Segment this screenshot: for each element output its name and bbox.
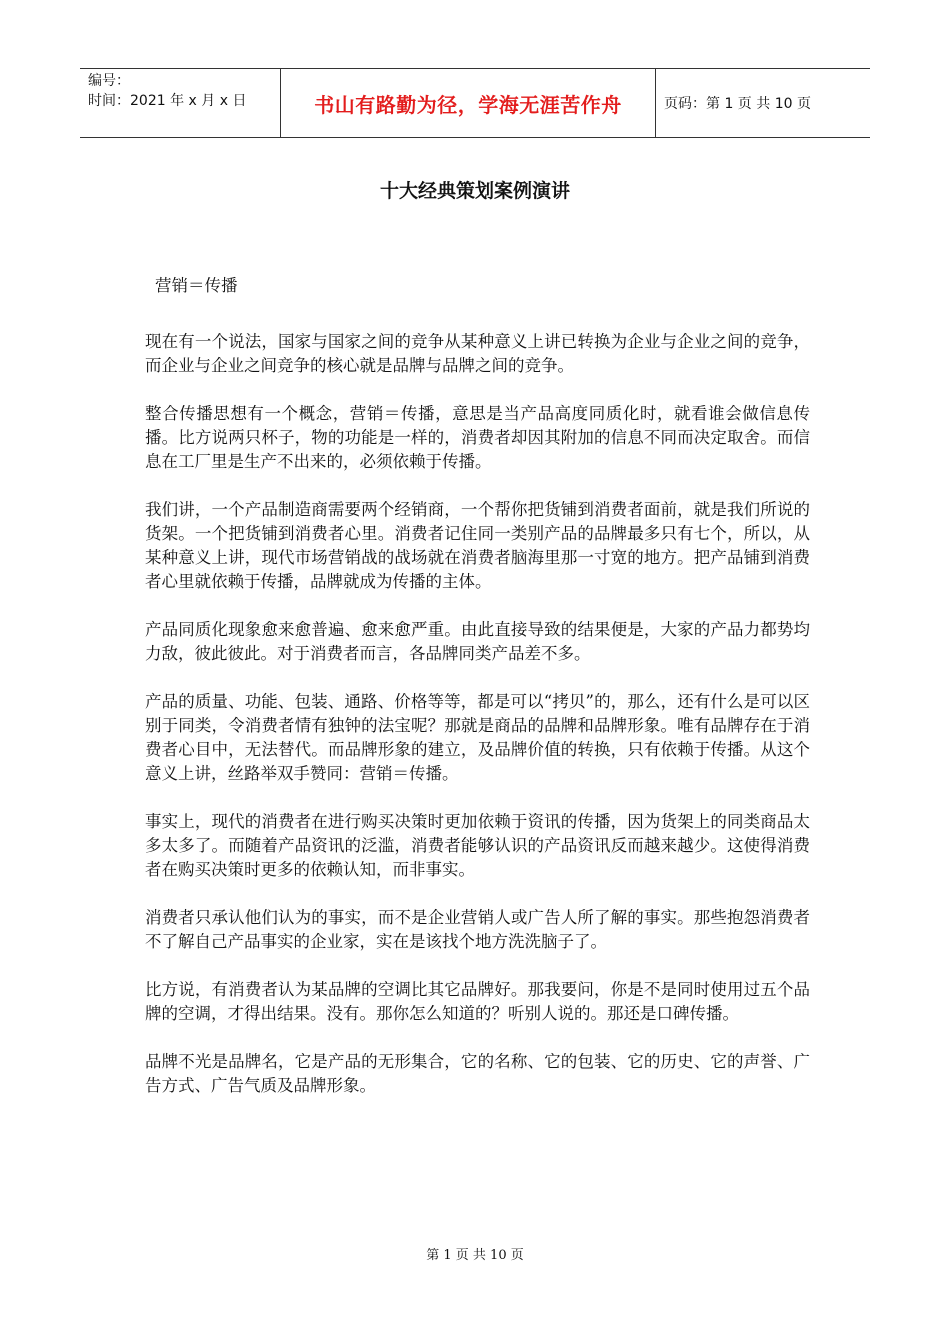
paragraph: 整合传播思想有一个概念，营销＝传播，意思是当产品高度同质化时，就看谁会做信息传播。比方说两只杯子，物的功能是一样的，消费者却因其附加的信息不同而决定取舍。而信息在工厂里是生产不出来的，必须依赖于传播。 <box>145 404 810 471</box>
document-number-label: 编号： <box>88 73 130 89</box>
paragraph: 现在有一个说法，国家与国家之间的竞争从某种意义上讲已转换为企业与企业之间的竞争，而企业与企业之间竞争的核心就是品牌与品牌之间的竞争。 <box>145 332 810 375</box>
paragraph: 消费者只承认他们认为的事实，而不是企业营销人或广告人所了解的事实。那些抱怨消费者不了解自己产品事实的企业家，实在是该找个地方洗洗脑子了。 <box>145 908 810 951</box>
paragraph: 产品同质化现象愈来愈普遍、愈来愈严重。由此直接导致的结果便是，大家的产品力都势均力敌，彼此彼此。对于消费者而言，各品牌同类产品差不多。 <box>145 620 810 663</box>
paragraph: 品牌不光是品牌名，它是产品的无形集合，它的名称、它的包装、它的历史、它的声誉、广告方式、广告气质及品牌形象。 <box>145 1052 810 1095</box>
paragraph: 产品的质量、功能、包装、通路、价格等等，都是可以“拷贝”的，那么，还有什么是可以区别于同类，令消费者情有独钟的法宝呢？那就是商品的品牌和品牌形象。唯有品牌存在于消费者心目中，无法替代。而品牌形象的建立，及品牌价值的转换，只有依赖于传播。从这个意义上讲，丝路举双手赞同：营销＝传播。 <box>145 692 810 783</box>
paragraph: 我们讲，一个产品制造商需要两个经销商，一个帮你把货铺到消费者面前，就是我们所说的货架。一个把货铺到消费者心里。消费者记住同一类别产品的品牌最多只有七个，所以，从某种意义上讲，现代市场营销战的战场就在消费者脑海里那一寸宽的地方。把产品铺到消费者心里就依赖于传播，品牌就成为传播的主体。 <box>145 500 810 591</box>
document-title: 十大经典策划案例演讲 <box>379 180 570 202</box>
section-heading: 营销＝传播 <box>155 276 238 295</box>
paragraph: 比方说，有消费者认为某品牌的空调比其它品牌好。那我要问，你是不是同时使用过五个品牌的空调，才得出结果。没有。那你怎么知道的？听别人说的。那还是口碑传播。 <box>145 980 810 1023</box>
document-header <box>80 68 870 138</box>
paragraph: 事实上，现代的消费者在进行购买决策时更加依赖于资讯的传播，因为货架上的同类商品太多太多了。而随着产品资讯的泛滥，消费者能够认识的产品资讯反而越来越少。这使得消费者在购买决策时更多的依赖认知，而非事实。 <box>145 812 810 879</box>
document-body <box>145 330 810 1122</box>
document-date: 时间：2021 年 x 月 x 日 <box>88 93 247 109</box>
header-meta <box>80 69 281 137</box>
page-footer: 第 1 页 共 10 页 <box>426 1248 524 1263</box>
header-page-info: 页码：第 1 页 共 10 页 <box>664 96 811 112</box>
header-motto: 书山有路勤为径，学海无涯苦作舟 <box>281 69 656 137</box>
